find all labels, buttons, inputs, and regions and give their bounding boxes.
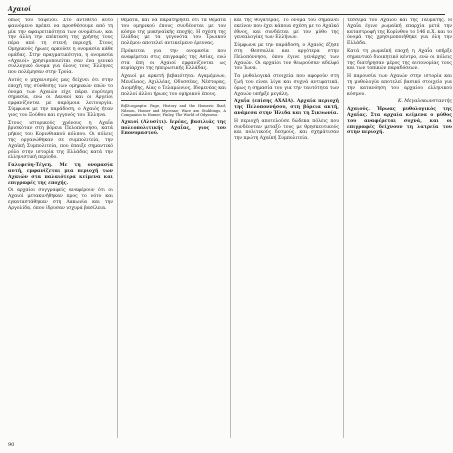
body-paragraph: όπως του ταψείου. Στο αντίθετο αυτό φαινόμενο πρέπει να προσθέσουμε από τη μία την αφαιρετικότητα των ονομάτων, και την άλλη την επέκταση της χρήσης τους πέρα από τη στενή περιοχή. Στους Ομηρικούς ήρωες αρκούσε η ονομασία κάθε ομάδας. Στην πραγματικότητα, η ονομασία «Αχαιοί» χρησιμοποιείται σαν ένα γενικό συλλογικό όνομα για όλους τους Έλληνες που πολέμησαν στην Τροία. [8, 18, 113, 76]
footnote-rule [121, 100, 226, 101]
body-paragraph: Αυτός ο μηχανισμός μας δείχνει ότι στην εποχή της σύνθεσης των ομηρικών επών το όνομα των Αχαιών είχε πάρει ευρύτερη σημασία, ενώ οι Δαναοί και οι Αργείοι εμφανίζονται με παρόμοια λειτουργία. Σύμφωνα με την παράδοση, ο Αχαιός ήταν γιος του Ξούθου και εγγονός του Έλληνα. [8, 77, 113, 118]
body-paragraph: θέματα, και να παρατηρήσει ότι τα θέματα του ομηρικού έπους συνδέονται με τον κόσμο της μυκηναϊκής εποχής. Η σχέση της Ιλιάδας με τα γεγονότα του Τρωικού πολέμου αποτελεί αντικείμενο έρευνας. [121, 18, 226, 47]
entry-heading-paragraph: Γαλιφεύη-Τέγεη. Με τη ονομασία αυτή, εμφανίζεται μια περιοχή των Αχαιών στα παλαιότερα κείμενα και επιγραφές της εποχής. [8, 163, 113, 186]
column-4 [347, 18, 452, 436]
header-rule [8, 14, 445, 15]
entry-heading-paragraph: Αχαιούς. Ήρωας μυθολογικός της Αχαΐας. Στα αρχαία κείμενα ο μύθος του αναφέρεται συχνά, και οι επιγραφές δείχνουν τη λατρεία του στην περιοχή. [347, 107, 452, 136]
body-paragraph: Στους ιστορικούς χρόνους η Αχαΐα βρισκόταν στη βόρεια Πελοπόννησο, κατά μήκος του Κορινθιακού κόλπου. Οι πόλεις της οργανώθηκαν σε συμπολιτεία, την Αχαϊκή Συμπολιτεία, που έπαιξε σημαντικό ρόλο στην ιστορία της Ελλάδας κατά την ελληνιστική περίοδο. [8, 120, 113, 161]
entry-heading-paragraph: Αχαΐα (επίσης ΑΧΑΙΑ). Αρχαία περιοχή της Πελοποννήσου, στη βόρεια ακτή, ανάμεσα στην Ήλιδα και τη Σικυωνία. [234, 99, 339, 116]
body-paragraph: τέσσερα του Αχαιού και της Ταυμάτης. Η Αχαΐα έγινε ρωμαϊκή επαρχία μετά την καταστροφή της Κορίνθου το 146 π.Χ. και το όνομά της χρησιμοποιήθηκε για όλη την Ελλάδα. [347, 18, 452, 47]
footnote: Βιβλιογραφία: Page, History and the Homeric Iliad; Nilsson, Homer and Mycenae; Wace και Stubbings, A Companion to Homer; Finley, The World of Odysseus. [121, 103, 226, 118]
column-2 [121, 18, 226, 436]
entry-heading-paragraph: Αχαιοί (Αλυσίτι). Ιερέας, βασιλιάς της πολεοπολιτικής Αχαΐας, γιος του Επονυμαστού. [121, 119, 226, 137]
column-1 [8, 18, 113, 436]
body-paragraph: Η περιοχή αποτελούσε δώδεκα πόλεις που συνδέονταν μεταξύ τους με θρησκευτικούς και πολιτικούς δεσμούς, και σχημάτισαν την πρώτη Αχαϊκή Συμπολιτεία. [234, 118, 339, 142]
running-header: Αχαιοί [8, 6, 32, 13]
column-divider [117, 18, 118, 438]
body-paragraph: Η παρουσία των Αχαιών στην ιστορία και τη μυθολογία αποτελεί βασικό στοιχείο για την κατανόηση του αρχαίου ελληνικού κόσμου. [347, 74, 452, 97]
page-number: 90 [8, 442, 15, 448]
body-paragraph: Αχαιοί με αρκετή βεβαιότητα: Αγαμέμνων, Μενέλαος, Αχιλλέας, Οδυσσέας, Νέστορας, Διομήδης, Αίας ο Τελαμώνιος, Ιδομενέας και πολλοί άλλοι ήρωες του ομηρικού έπους. [121, 74, 226, 97]
body-paragraph: και της θυγατέρας. Το όνομά του σημαίνει εκείνον που έχει κάποια σχέση με το Αχαϊκό έθνος, και συνδέεται με τον μύθο της γενεαλογίας των Ελλήνων. [234, 18, 339, 41]
column-3 [234, 18, 339, 436]
body-paragraph: Πρόκειται για την ονομασία που αναφέρεται στις επιγραφές της Ασίας, ενώ στα έπη οι Αχαιοί εμφανίζονται ως κυρίαρχοι της ηπειρωτικής Ελλάδας. [121, 48, 226, 72]
body-paragraph: Οι αρχαίοι συγγραφείς αναφέρουν ότι οι Αχαιοί μετακινήθηκαν προς το νότο και εγκαταστάθηκαν στη Λακωνία και την Αργολίδα, όπου ίδρυσαν ισχυρά βασίλεια. [8, 188, 113, 211]
column-divider [230, 18, 231, 438]
column-divider [343, 18, 344, 438]
author-signature: Κ. Μεγαλοκωνσταντής [397, 99, 452, 105]
body-paragraph: Σύμφωνα με την παράδοση, ο Αχαιός έζησε στη Θεσσαλία και αργότερα στην Πελοπόννησο, όπου έγινε γενάρχης των Αχαιών. Οι αρχαίοι τον θεωρούσαν αδελφό του Ίωνα. [234, 43, 339, 72]
body-paragraph: Κατά τη ρωμαϊκή εποχή η Αχαΐα υπήρξε σημαντικό διοικητικό κέντρο, ενώ οι πόλεις της διατήρησαν μέρος της αυτονομίας τους και των τοπικών παραδόσεων. [347, 48, 452, 72]
body-paragraph: Τα μυθολογικά στοιχεία που αφορούν στη ζωή του είναι λίγα και συχνά αντιφατικά, όμως η σημασία του για την ταυτότητα των Αχαιών υπήρξε μεγάλη. [234, 74, 339, 97]
